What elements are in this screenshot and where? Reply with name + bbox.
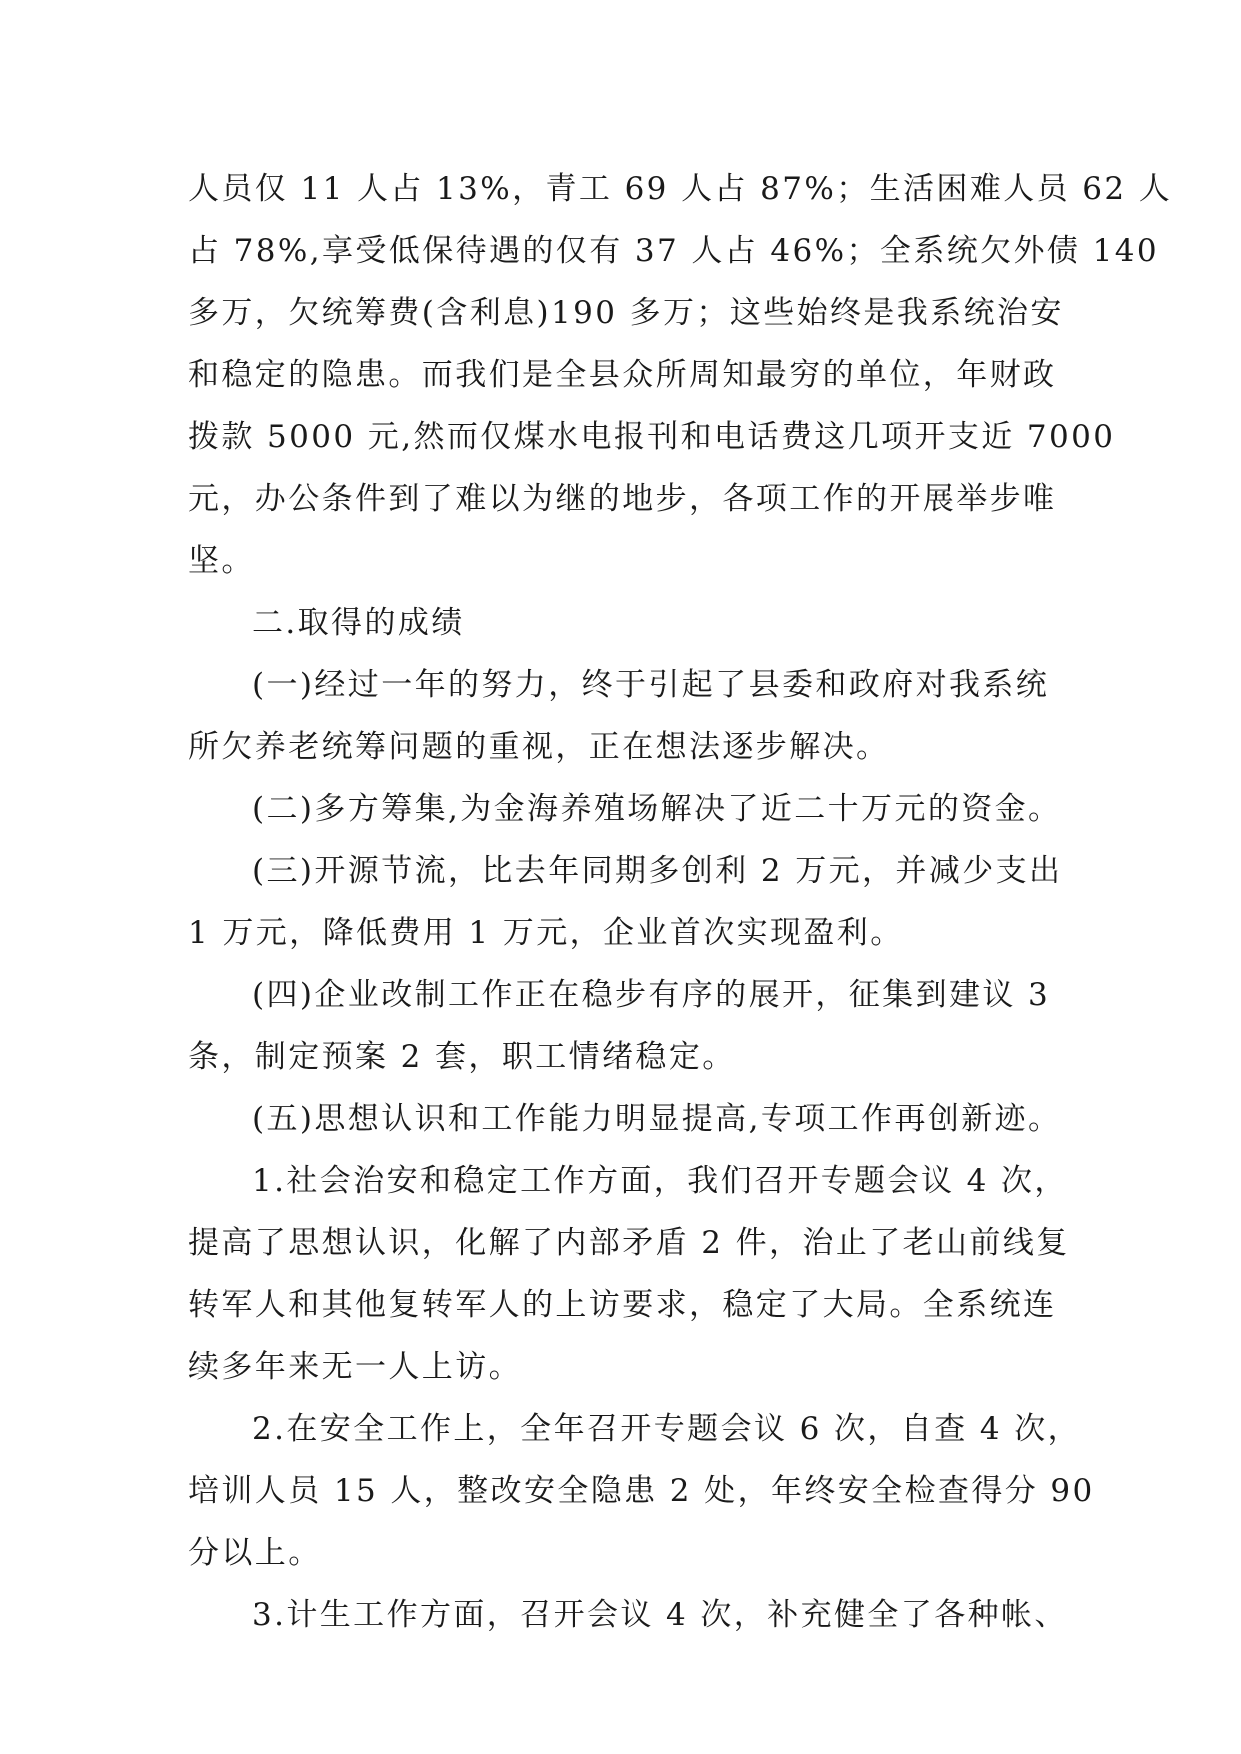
text-line: 1 万元，降低费用 1 万元，企业首次实现盈利。 [188, 915, 904, 951]
text-line: 分以上。 [188, 1535, 322, 1571]
text-line: (五)思想认识和工作能力明显提高,专项工作再创新迹。 [252, 1101, 1062, 1137]
text-line: 元，办公条件到了难以为继的地步，各项工作的开展举步唯 [188, 481, 1057, 517]
text-line: 占 78%,享受低保待遇的仅有 37 人占 46%；全系统欠外债 140 [188, 233, 1159, 269]
text-line: 提高了思想认识，化解了内部矛盾 2 件，治止了老山前线复 [188, 1225, 1070, 1261]
text-line: 所欠养老统筹问题的重视，正在想法逐步解决。 [188, 729, 890, 765]
document-body [188, 158, 1173, 1646]
text-line: 培训人员 15 人，整改安全隐患 2 处，年终安全检查得分 90 [188, 1473, 1095, 1509]
text-line: 3.计生工作方面，召开会议 4 次，补充健全了各种帐、 [252, 1597, 1068, 1633]
text-line: 2.在安全工作上，全年召开专题会议 6 次，自查 4 次， [252, 1411, 1082, 1447]
text-line: 续多年来无一人上访。 [188, 1349, 522, 1385]
text-line: 和稳定的隐患。而我们是全县众所周知最穷的单位，年财政 [188, 357, 1057, 393]
section-heading: 二.取得的成绩 [252, 605, 465, 641]
text-line: (二)多方筹集,为金海养殖场解决了近二十万元的资金。 [252, 791, 1062, 827]
text-line: 多万，欠统筹费(含利息)190 多万；这些始终是我系统治安 [188, 295, 1064, 331]
text-line: 转军人和其他复转军人的上访要求，稳定了大局。全系统连 [188, 1287, 1057, 1323]
text-line: 拨款 5000 元,然而仅煤水电报刊和电话费这几项开支近 7000 [188, 419, 1116, 455]
text-line: (四)企业改制工作正在稳步有序的展开，征集到建议 3 [252, 977, 1051, 1013]
text-line: (一)经过一年的努力，终于引起了县委和政府对我系统 [252, 667, 1050, 703]
text-line: (三)开源节流，比去年同期多创利 2 万元，并减少支出 [252, 853, 1063, 889]
text-line: 坚。 [188, 543, 255, 579]
text-line: 条，制定预案 2 套，职工情绪稳定。 [188, 1039, 736, 1075]
text-line: 人员仅 11 人占 13%，青工 69 人占 87%；生活困难人员 62 人 [188, 171, 1173, 207]
text-line: 1.社会治安和稳定工作方面，我们召开专题会议 4 次， [252, 1163, 1068, 1199]
